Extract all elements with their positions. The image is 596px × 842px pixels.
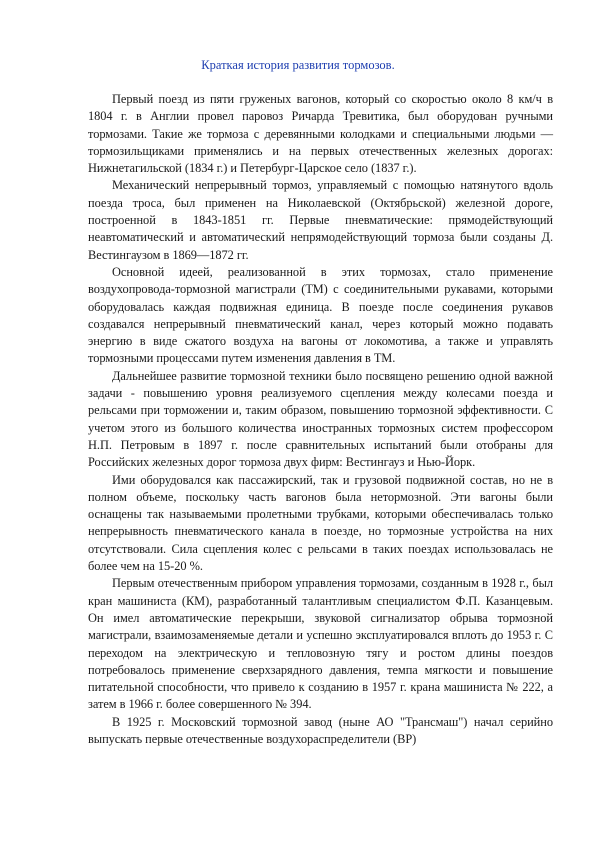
paragraph: Первый поезд из пяти груженых вагонов, который со скоростью около 8 км/ч в 1804 г. в Англии провел паровоз Ричарда Тревитика, был оборудован ручными тормозами. Такие же тормоза с деревянными колодками и специальными людьми — тормозильщиками применялись и на первых отечественных железных дорогах: Нижнетагильской (1834 г.) и Петербург-Царское село (1837 г.). <box>88 92 553 176</box>
paragraph: Ими оборудовался как пассажирский, так и грузовой подвижной состав, но не в полном объеме, поскольку часть вагонов была нетормозной. Эти вагоны были оснащены так называемыми пролетными трубками, которыми обеспечивалась только непрерывность пневматического канала в поезде, но тормозные устройства на них отсутствовали. Сила сцепления колес с рельсами в таких поездах использовалась не более чем на 15-20 %. <box>88 472 553 574</box>
paragraph: Дальнейшее развитие тормозной техники было посвящено решению одной важной задачи - повышению уровня реализуемого сцепления между колесами поезда и рельсами при торможении и, таким образом, повышению тормозной эффективности. С учетом этого из большого количества иностранных тормозных систем профессором Н.П. Петровым в 1897 г. после сравнительных испытаний были отобраны для Российских железных дорог тормоза двух фирм: Вестингауз и Нью-Йорк. <box>88 368 553 470</box>
paragraph: Первым отечественным прибором управления тормозами, созданным в 1928 г., был кран машиниста (КМ), разработанный талантливым специалистом Ф.П. Казанцевым. Он имел автоматические перекрыши, звуковой сигнализатор обрыва тормозной магистрали, взаимозаменяемые детали и успешно эксплуатировался вплоть до 1953 г. С переходом на электрическую и тепловозную тягу и ростом длины поездов потребовалось применение сверхзарядного давления, темпа мягкости и повышение питательной способности, что привело к созданию в 1957 г. крана машиниста № 222, а затем в 1966 г. более совершенного № 394. <box>88 576 553 712</box>
paragraph: В 1925 г. Московский тормозной завод (ныне АО "Трансмаш") начал серийно выпускать первые отечественные воздухораспределители (ВР) <box>88 714 553 746</box>
document-body <box>88 91 553 748</box>
document-title: Краткая история развития тормозов. <box>201 58 395 72</box>
paragraph: Механический непрерывный тормоз, управляемый с помощью натянутого вдоль поезда троса, был применен на Николаевской (Октябрьской) железной дороге, построенной в 1843-1851 гг. Первые пневматические: прямодействующий неавтоматический и автоматический непрямодействующий тормоза были созданы Д. Вестингаузом в 1869—1872 гг. <box>88 178 553 262</box>
paragraph: Основной идеей, реализованной в этих тормозах, стало применение воздухопровода-тормозной магистрали (ТМ) с соединительными рукавами, которыми оборудовалась каждая подвижная единица. В поезде после соединения рукавов создавался непрерывный пневматический канал, через который можно подавать энергию в виде сжатого воздуха на вагоны от локомотива, а также и управлять тормозными процессами путем изменения давления в ТМ. <box>88 264 553 366</box>
